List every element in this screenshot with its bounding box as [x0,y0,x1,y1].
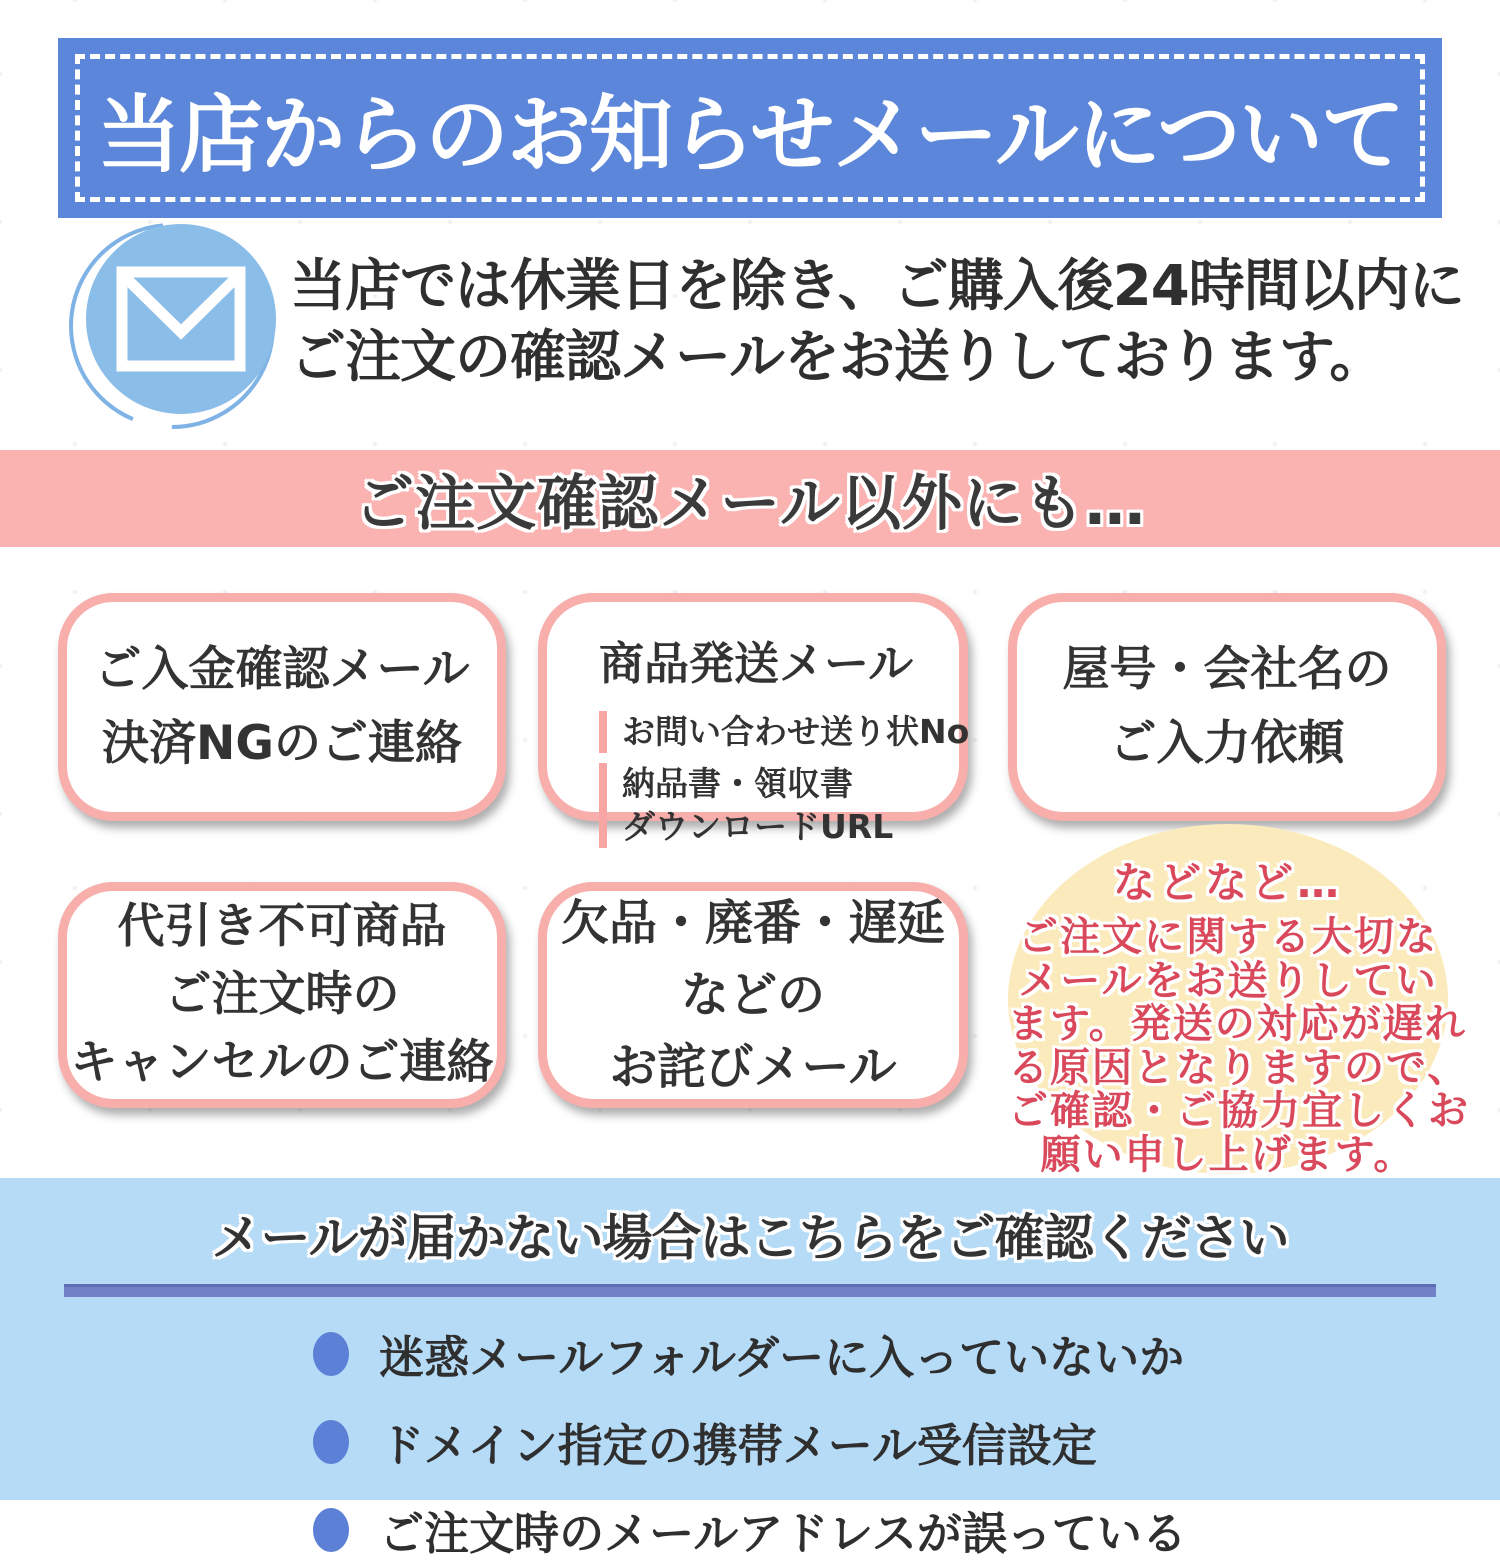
checklist-item [313,1497,1187,1562]
apology-line-1: 欠品・廃番・遅延などの [560,895,945,1023]
checklist-label: ドメイン指定の携帯メール受信設定 [379,1419,1097,1472]
company-line-1: 屋号・会社名の [1062,641,1392,697]
footer-section [0,1178,1500,1560]
shipping-item-documents-line-2: ダウンロードURL [622,806,894,846]
cancel-line-2: ご注文時の [164,966,400,1022]
intro-text [290,252,1480,393]
checklist-label: ご注文時のメールアドレスが誤っている [379,1507,1187,1560]
note-line-2: メールをお送りしてい [1018,957,1438,1004]
pink-banner-label: ご注文確認メール以外にも… [354,468,1146,539]
note-line-1: ご注文に関する大切な [1018,914,1438,960]
bullet-dot-icon [313,1332,349,1376]
page-title: 当店からのお知らせメールについて [96,85,1404,184]
payment-line-1: ご入金確認メール [94,641,470,697]
checklist-item [313,1321,1187,1386]
note-line-3: ます。発送の対応が遅れ [1008,1001,1467,1048]
cancel-line-3: キャンセルのご連絡 [70,1035,494,1091]
intro-line-1: 当店では休業日を除き、ご購入後24時間以内に [290,254,1464,319]
box-cancel-notice [58,882,506,1108]
note-line-4: る原因となりますので、 [1008,1044,1470,1091]
note-line-6: 願い申し上げます。 [1040,1131,1416,1178]
footer-heading: メールが届かない場合はこちらをご確認ください [211,1209,1289,1267]
intro-line-2: ご注文の確認メールをお送りしております。 [290,324,1385,390]
box-payment-confirm [58,593,506,821]
shipping-title: 商品発送メール [599,637,914,690]
apology-line-2: お詫びメール [609,1039,897,1095]
note-heading: などなど… [1112,858,1343,907]
checklist [313,1321,1187,1562]
footer-divider [64,1284,1436,1297]
envelope-icon [116,264,246,374]
note-ellipse [1008,824,1470,1178]
shipping-item-documents [599,763,959,847]
bullet-dot-icon [313,1420,349,1464]
shipping-item-documents-line-1: 納品書・領収書 [622,764,853,804]
pink-banner [0,450,1500,547]
box-shipping-mail [538,593,970,846]
company-line-2: ご入力依頼 [1109,716,1345,771]
payment-line-2: 決済NGのご連絡 [102,716,462,771]
shipping-item-tracking: お問い合わせ送り状No [599,711,959,753]
checklist-item [313,1409,1187,1474]
mail-icon-circle [86,224,276,414]
box-apology-mail [538,882,968,1108]
checklist-label: 迷惑メールフォルダーに入っていないか [379,1331,1185,1384]
mail-icon [62,218,287,428]
bullet-dot-icon [313,1508,349,1552]
box-company-name [1008,593,1446,821]
note-line-5: ご確認・ご協力宜しくお [1008,1088,1470,1135]
top-banner [58,38,1442,218]
cancel-line-1: 代引き不可商品 [117,898,447,954]
